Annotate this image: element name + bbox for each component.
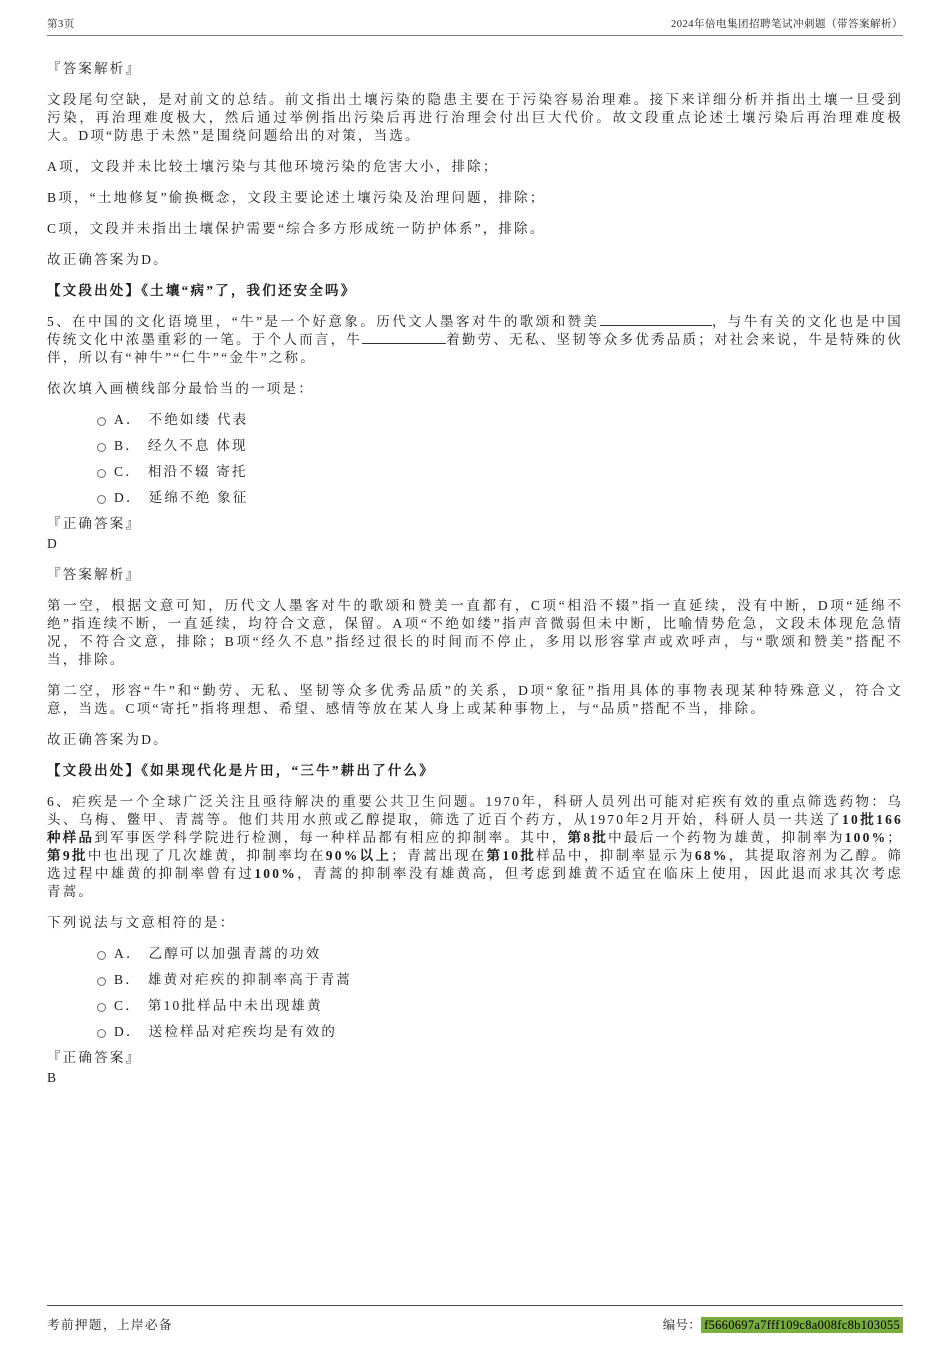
- q4-analysis-paragraph: 文段尾句空缺，是对前文的总结。前文指出土壤污染的隐患主要在于污染容易治理难。接下来详细分析并指出土壤一旦受到污染，再治理难度极大，然后通过举例指出污染后再进行治理会付出巨大代价。故文段重点论述土壤污染后再治理难度极大。D项“防患于未然”是围绕问题给出的对策，当选。: [47, 92, 903, 143]
- serial-code: f5660697a7fff109c8a008fc8b103055: [701, 1317, 903, 1333]
- footer-serial: [663, 1315, 903, 1333]
- option-letter: C．: [114, 464, 141, 479]
- q6-stem-text: ，其提取溶剂为乙醇。筛选过程中雄黄的抑制率曾有过: [47, 848, 904, 881]
- q5-stem-text-1: 5、在中国的文化语境里，“牛”是一个好意象。历代文人墨客对牛的歌颂和赞美: [47, 314, 600, 329]
- q5-option-a[interactable]: [97, 411, 903, 429]
- page-number: 第3页: [47, 19, 75, 30]
- option-letter: A．: [114, 946, 142, 961]
- q5-analysis-paragraph-2: 第二空，形容“牛”和“勤劳、无私、坚韧等众多优秀品质”的关系，D项“象征”指用具体的事物表现某种特殊意义，符合文意，当选。C项“寄托”指将理想、希望、感情等放在某人身上或某种事物上，与“品质”搭配不当，排除。: [47, 683, 903, 716]
- option-text: 送检样品对疟疾均是有效的: [148, 1024, 338, 1039]
- radio-icon[interactable]: [97, 469, 106, 478]
- radio-icon[interactable]: [97, 417, 106, 426]
- q4-source: 【文段出处】《土壤“病”了，我们还安全吗》: [47, 283, 357, 298]
- q4-option-b-analysis: B项，“土地修复”偷换概念，文段主要论述土壤污染及治理问题，排除；: [47, 190, 546, 205]
- option-letter: C．: [114, 998, 141, 1013]
- q6-stem-text: 到军事医学科学院进行检测，每一种样品都有相应的抑制率。其中，: [94, 830, 568, 845]
- option-letter: B．: [114, 972, 141, 987]
- radio-icon[interactable]: [97, 951, 106, 960]
- radio-icon[interactable]: [97, 495, 106, 504]
- footer-slogan: 考前押题，上岸必备: [47, 1318, 174, 1332]
- q4-analysis-label: 『答案解析』: [47, 61, 142, 76]
- q6-correct-answer: B: [47, 1070, 59, 1085]
- q6-stem-text: ，青蒿的抑制率没有雄黄高，但考虑到雄黄不适宜在临床上使用，因此退而求其次考虑青蒿。: [47, 866, 903, 899]
- q4-option-a-analysis: A项，文段并未比较土壤污染与其他环境污染的危害大小，排除；: [47, 159, 499, 174]
- q5-stem-text-3: 着勤劳、无私、坚韧等众多优秀品质；对社会来说，牛是特殊的伙伴，所以有“神牛”“仁牛”“金牛”之称。: [47, 332, 903, 365]
- radio-icon[interactable]: [97, 1003, 106, 1012]
- q6-stem-text: 样品中，抑制率显示为: [536, 848, 695, 863]
- document-title: 2024年倍电集团招聘笔试冲刺题（带答案解析）: [671, 19, 903, 30]
- q5-stem-text-2: ，与牛有关的文化也是中国传统文化中浓墨重彩的一笔。于个人而言，牛: [47, 314, 904, 347]
- option-text: 乙醇可以加强青蒿的功效: [148, 946, 322, 961]
- option-text: 雄黄对疟疾的抑制率高于青蒿: [147, 972, 353, 987]
- q4-conclusion: 故正确答案为D。: [47, 252, 169, 267]
- q6-stem-bold: 68%: [694, 848, 729, 863]
- q4-option-c-analysis: C项，文段并未指出土壤保护需要“综合多方形成统一防护体系”，排除。: [47, 221, 546, 236]
- q6-stem-text: 中最后一个药物为雄黄，抑制率为: [608, 830, 845, 845]
- q6-stem-text: ；: [887, 830, 903, 845]
- q5-analysis-paragraph-1: 第一空，根据文意可知，历代文人墨客对牛的歌颂和赞美一直都有，C项“相沿不辍”指一直延续，没有中断，D项“延绵不绝”指连续不断，一直延续，均符合文意，保留。A项“不绝如缕”指声音微弱但未中断，比喻情势危急，文段未体现危急情况，不符合文意，排除；B项“经久不息”指经过很长的时间而不停止，多用以形容掌声或欢呼声，与“歌颂和赞美”搭配不当，排除。: [47, 598, 903, 667]
- q5-conclusion: 故正确答案为D。: [47, 732, 169, 747]
- q6-stem-text: 中也出现了几次雄黄，抑制率均在: [87, 848, 326, 863]
- q5-correct-answer-label: 『正确答案』: [47, 516, 142, 531]
- header-divider: [47, 35, 903, 36]
- option-text: 经久不息 体现: [147, 438, 248, 453]
- q6-option-a[interactable]: [97, 945, 903, 963]
- q6-option-b[interactable]: [97, 971, 903, 989]
- option-text: 第10批样品中未出现雄黄: [147, 998, 323, 1013]
- radio-icon[interactable]: [97, 1029, 106, 1038]
- q5-source: 【文段出处】《如果现代化是片田，“三牛”耕出了什么》: [47, 763, 435, 778]
- q6-stem-text: ；青蒿出现在: [391, 848, 487, 863]
- q5-correct-answer: D: [47, 536, 59, 551]
- radio-icon[interactable]: [97, 977, 106, 986]
- footer-divider: [47, 1305, 903, 1306]
- q5-option-c[interactable]: [97, 463, 903, 481]
- question-6-stem: [47, 793, 903, 901]
- q6-stem-bold: 10批166种样品: [47, 812, 904, 845]
- blank-underline-2: [362, 331, 446, 344]
- q6-option-d[interactable]: [97, 1023, 903, 1041]
- option-letter: D．: [114, 490, 142, 505]
- option-letter: D．: [114, 1024, 142, 1039]
- question-6-prompt: 下列说法与文意相符的是：: [47, 915, 236, 930]
- question-5-stem: [47, 313, 903, 367]
- page-header: [47, 0, 903, 31]
- option-text: 相沿不辍 寄托: [147, 464, 248, 479]
- radio-icon[interactable]: [97, 443, 106, 452]
- q6-option-c[interactable]: [97, 997, 903, 1015]
- blank-underline-1: [600, 313, 712, 326]
- q6-stem-bold: 100%: [844, 830, 888, 845]
- q6-stem-bold: 第9批: [47, 848, 88, 863]
- q6-correct-answer-label: 『正确答案』: [47, 1050, 142, 1065]
- q6-stem-bold: 100%: [254, 866, 297, 881]
- q5-option-b[interactable]: [97, 437, 903, 455]
- question-5-prompt: 依次填入画横线部分最恰当的一项是：: [47, 381, 314, 396]
- document-body: [47, 60, 903, 1087]
- page-footer: [47, 1305, 903, 1333]
- q6-stem-text: 6、疟疾是一个全球广泛关注且亟待解决的重要公共卫生问题。1970年，科研人员列出可能对疟疾有效的重点筛选药物：乌头、乌梅、鳖甲、青蒿等。他们共用水煎或乙醇提取，筛选了近百个药方，从1970年2月开始，科研人员一共送了: [47, 794, 903, 827]
- q6-stem-bold: 第8批: [567, 830, 609, 845]
- q6-stem-bold: 第10批: [486, 848, 537, 863]
- option-text: 延绵不绝 象征: [148, 490, 249, 505]
- q5-analysis-label: 『答案解析』: [47, 567, 142, 582]
- option-text: 不绝如缕 代表: [148, 412, 249, 427]
- option-letter: A．: [114, 412, 142, 427]
- serial-label: 编号：: [662, 1318, 702, 1332]
- option-letter: B．: [114, 438, 141, 453]
- q6-stem-bold: 90%以上: [325, 848, 392, 863]
- q5-option-d[interactable]: [97, 489, 903, 507]
